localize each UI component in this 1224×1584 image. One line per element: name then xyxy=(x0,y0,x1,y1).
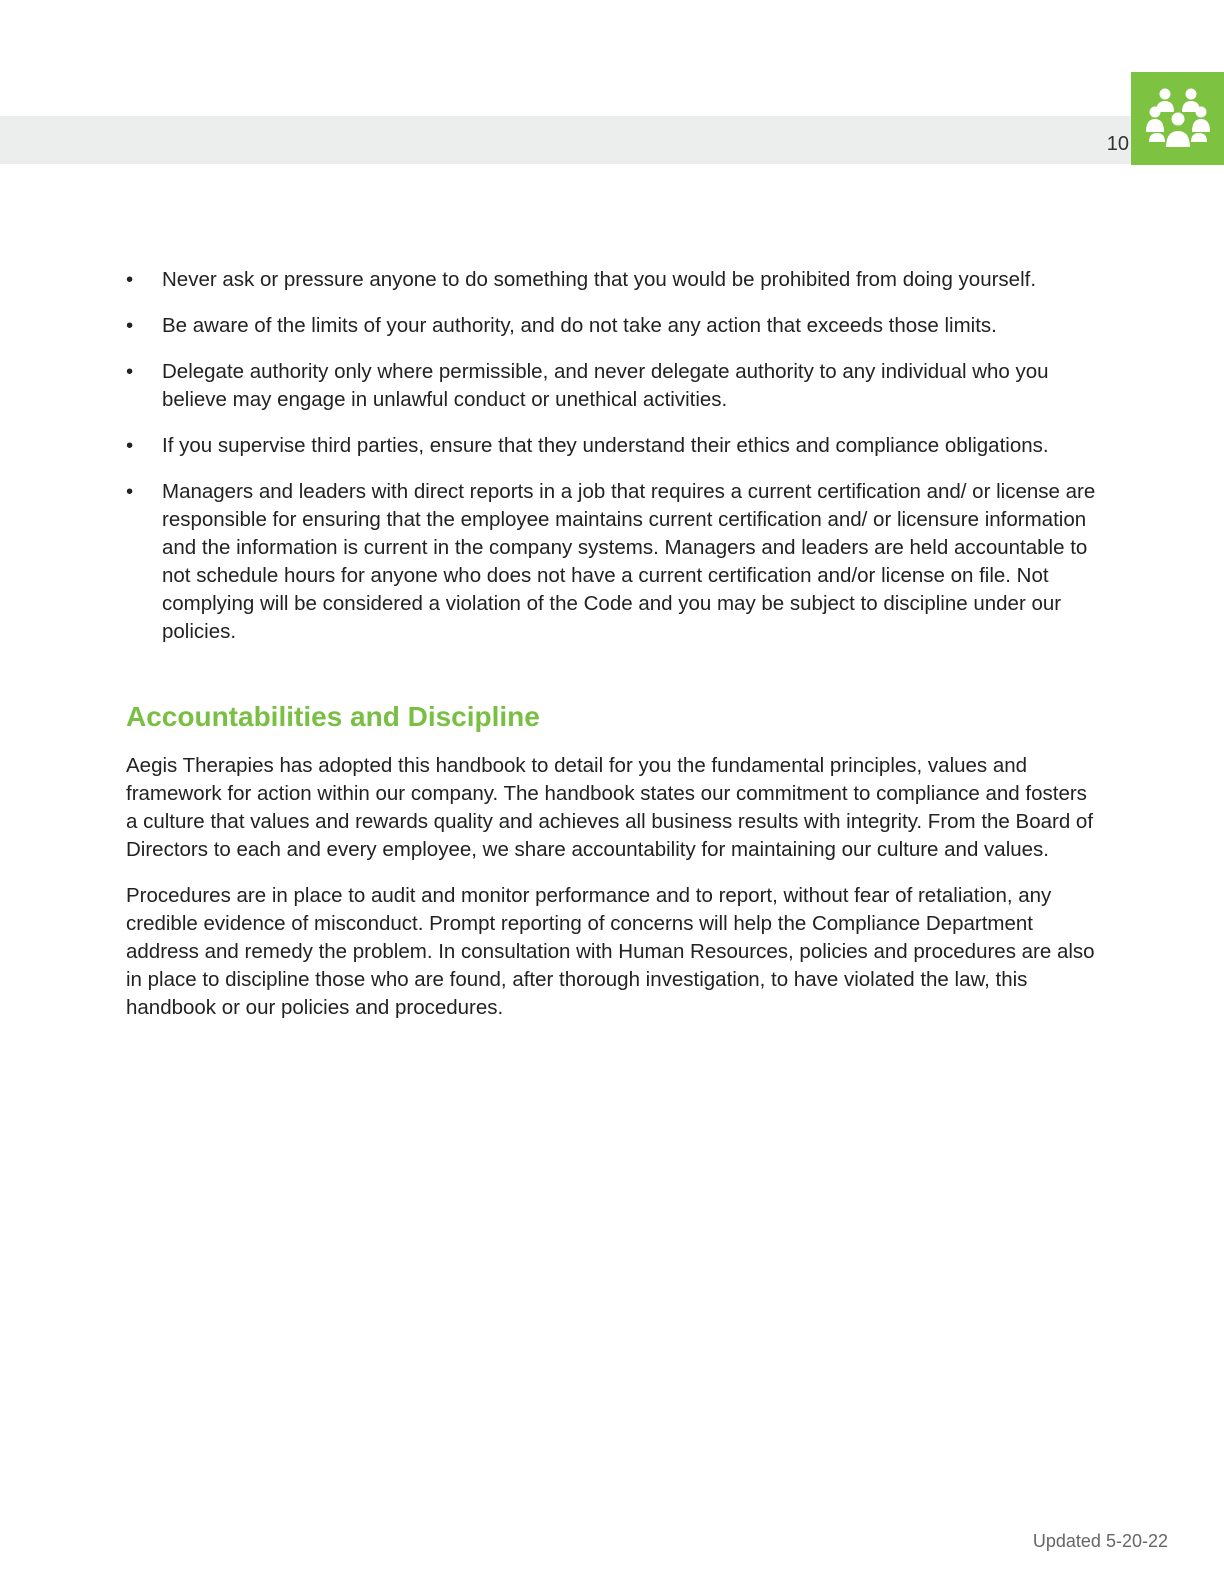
bullet-text: Managers and leaders with direct reports in a job that requires a current certification and/ or license are responsible for ensuring that the employee maintains current certification and/ or licensure information and the information is current in the company systems. Managers and leaders are held accountable to not schedule hours for anyone who does not have a current certification and/or license on file. Not complying will be considered a violation of the Code and you may be subject to discipline under our policies. xyxy=(162,480,1096,643)
bullet-list xyxy=(126,266,1101,646)
list-item xyxy=(126,312,1101,340)
bullet-dot: • xyxy=(126,314,134,337)
bullet-dot: • xyxy=(126,268,134,291)
section-heading: Accountabilities and Discipline xyxy=(126,701,540,732)
page-number: 10 xyxy=(1106,133,1129,155)
header-band xyxy=(0,116,1131,164)
list-item xyxy=(126,358,1101,414)
paragraph: Aegis Therapies has adopted this handbook to detail for you the fundamental principles, values and framework for action within our company. The handbook states our commitment to compliance and fosters a culture that values and rewards quality and achieves all business results with integrity. From the Board of Directors to each and every employee, we share accountability for maintaining our culture and values. xyxy=(126,754,1094,861)
bullet-dot: • xyxy=(126,434,134,457)
bullet-text: Never ask or pressure anyone to do something that you would be prohibited from doing yourself. xyxy=(162,268,1037,291)
bullet-dot: • xyxy=(126,360,134,383)
list-item xyxy=(126,432,1101,460)
list-item xyxy=(126,266,1101,294)
header-icon-box xyxy=(1131,72,1224,165)
paragraph: Procedures are in place to audit and monitor performance and to report, without fear of retaliation, any credible evidence of misconduct. Prompt reporting of concerns will help the Compliance Department address and remedy the problem. In consultation with Human Resources, policies and procedures are also in place to discipline those who are found, after thorough investigation, to have violated the law, this handbook or our policies and procedures. xyxy=(126,884,1095,1019)
updated-date: Updated 5-20-22 xyxy=(1032,1531,1168,1551)
bullet-text: Delegate authority only where permissible, and never delegate authority to any individual who you believe may engage in unlawful conduct or unethical activities. xyxy=(162,360,1049,411)
list-item xyxy=(126,478,1101,646)
bullet-dot: • xyxy=(126,480,134,503)
bullet-text: Be aware of the limits of your authority, and do not take any action that exceeds those limits. xyxy=(162,314,997,337)
page-content xyxy=(126,266,1101,1040)
bullet-text: If you supervise third parties, ensure that they understand their ethics and compliance obligations. xyxy=(162,434,1049,457)
people-group-icon xyxy=(1145,86,1211,152)
